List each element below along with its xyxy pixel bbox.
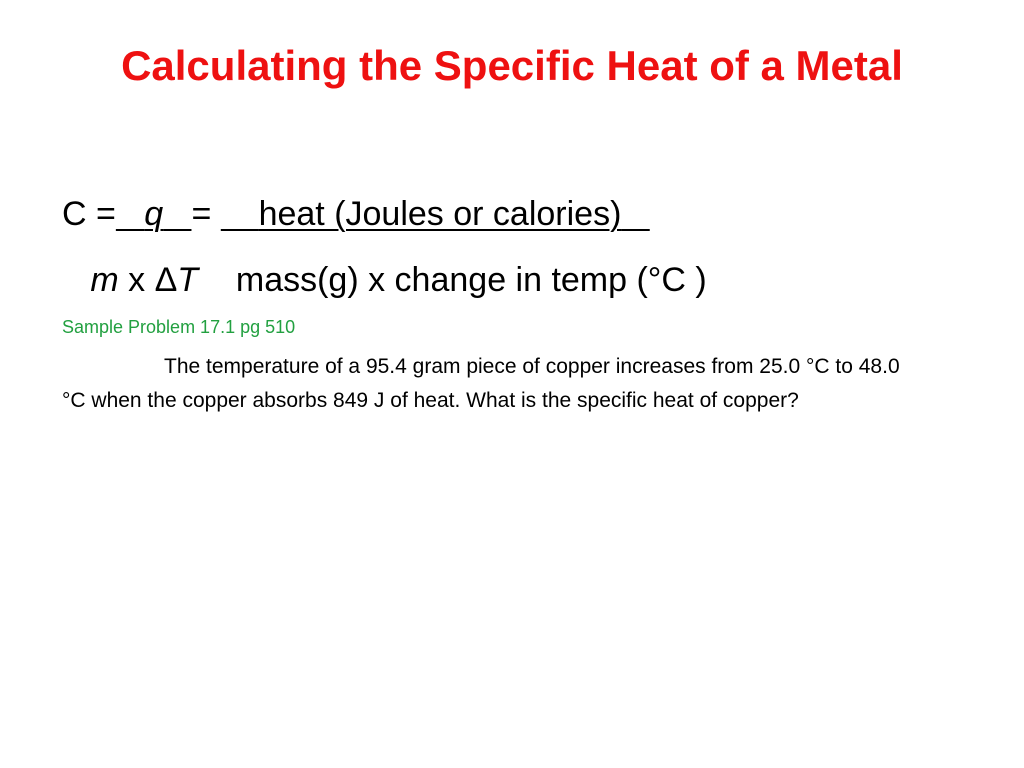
sample-problem-text: The temperature of a 95.4 gram piece of copper increases from 25.0 °C to 48.0 °C when the copper absorbs 849 J of heat. What is the specific heat of copper? [62,355,900,412]
formula-q-symbol: q [144,195,164,233]
formula-denominator-words: mass(g) x change in temp (°C ) [235,261,707,299]
slide-title: Calculating the Specific Heat of a Metal [121,42,903,89]
formula-numerator-words: heat (Joules or calories) [258,195,622,233]
formula-q-blank [116,195,192,233]
formula-equals: = [191,195,212,233]
formula-m-symbol: m [90,261,119,299]
formula-heat-blank [221,195,650,233]
formula-t-symbol: T [177,261,199,299]
formula-denominator-line [62,259,707,301]
formula-numerator-line [62,193,650,235]
formula-times-delta: x Δ [128,261,178,299]
formula-lhs: C = [62,195,116,233]
sample-problem-heading: Sample Problem 17.1 pg 510 [62,317,296,337]
